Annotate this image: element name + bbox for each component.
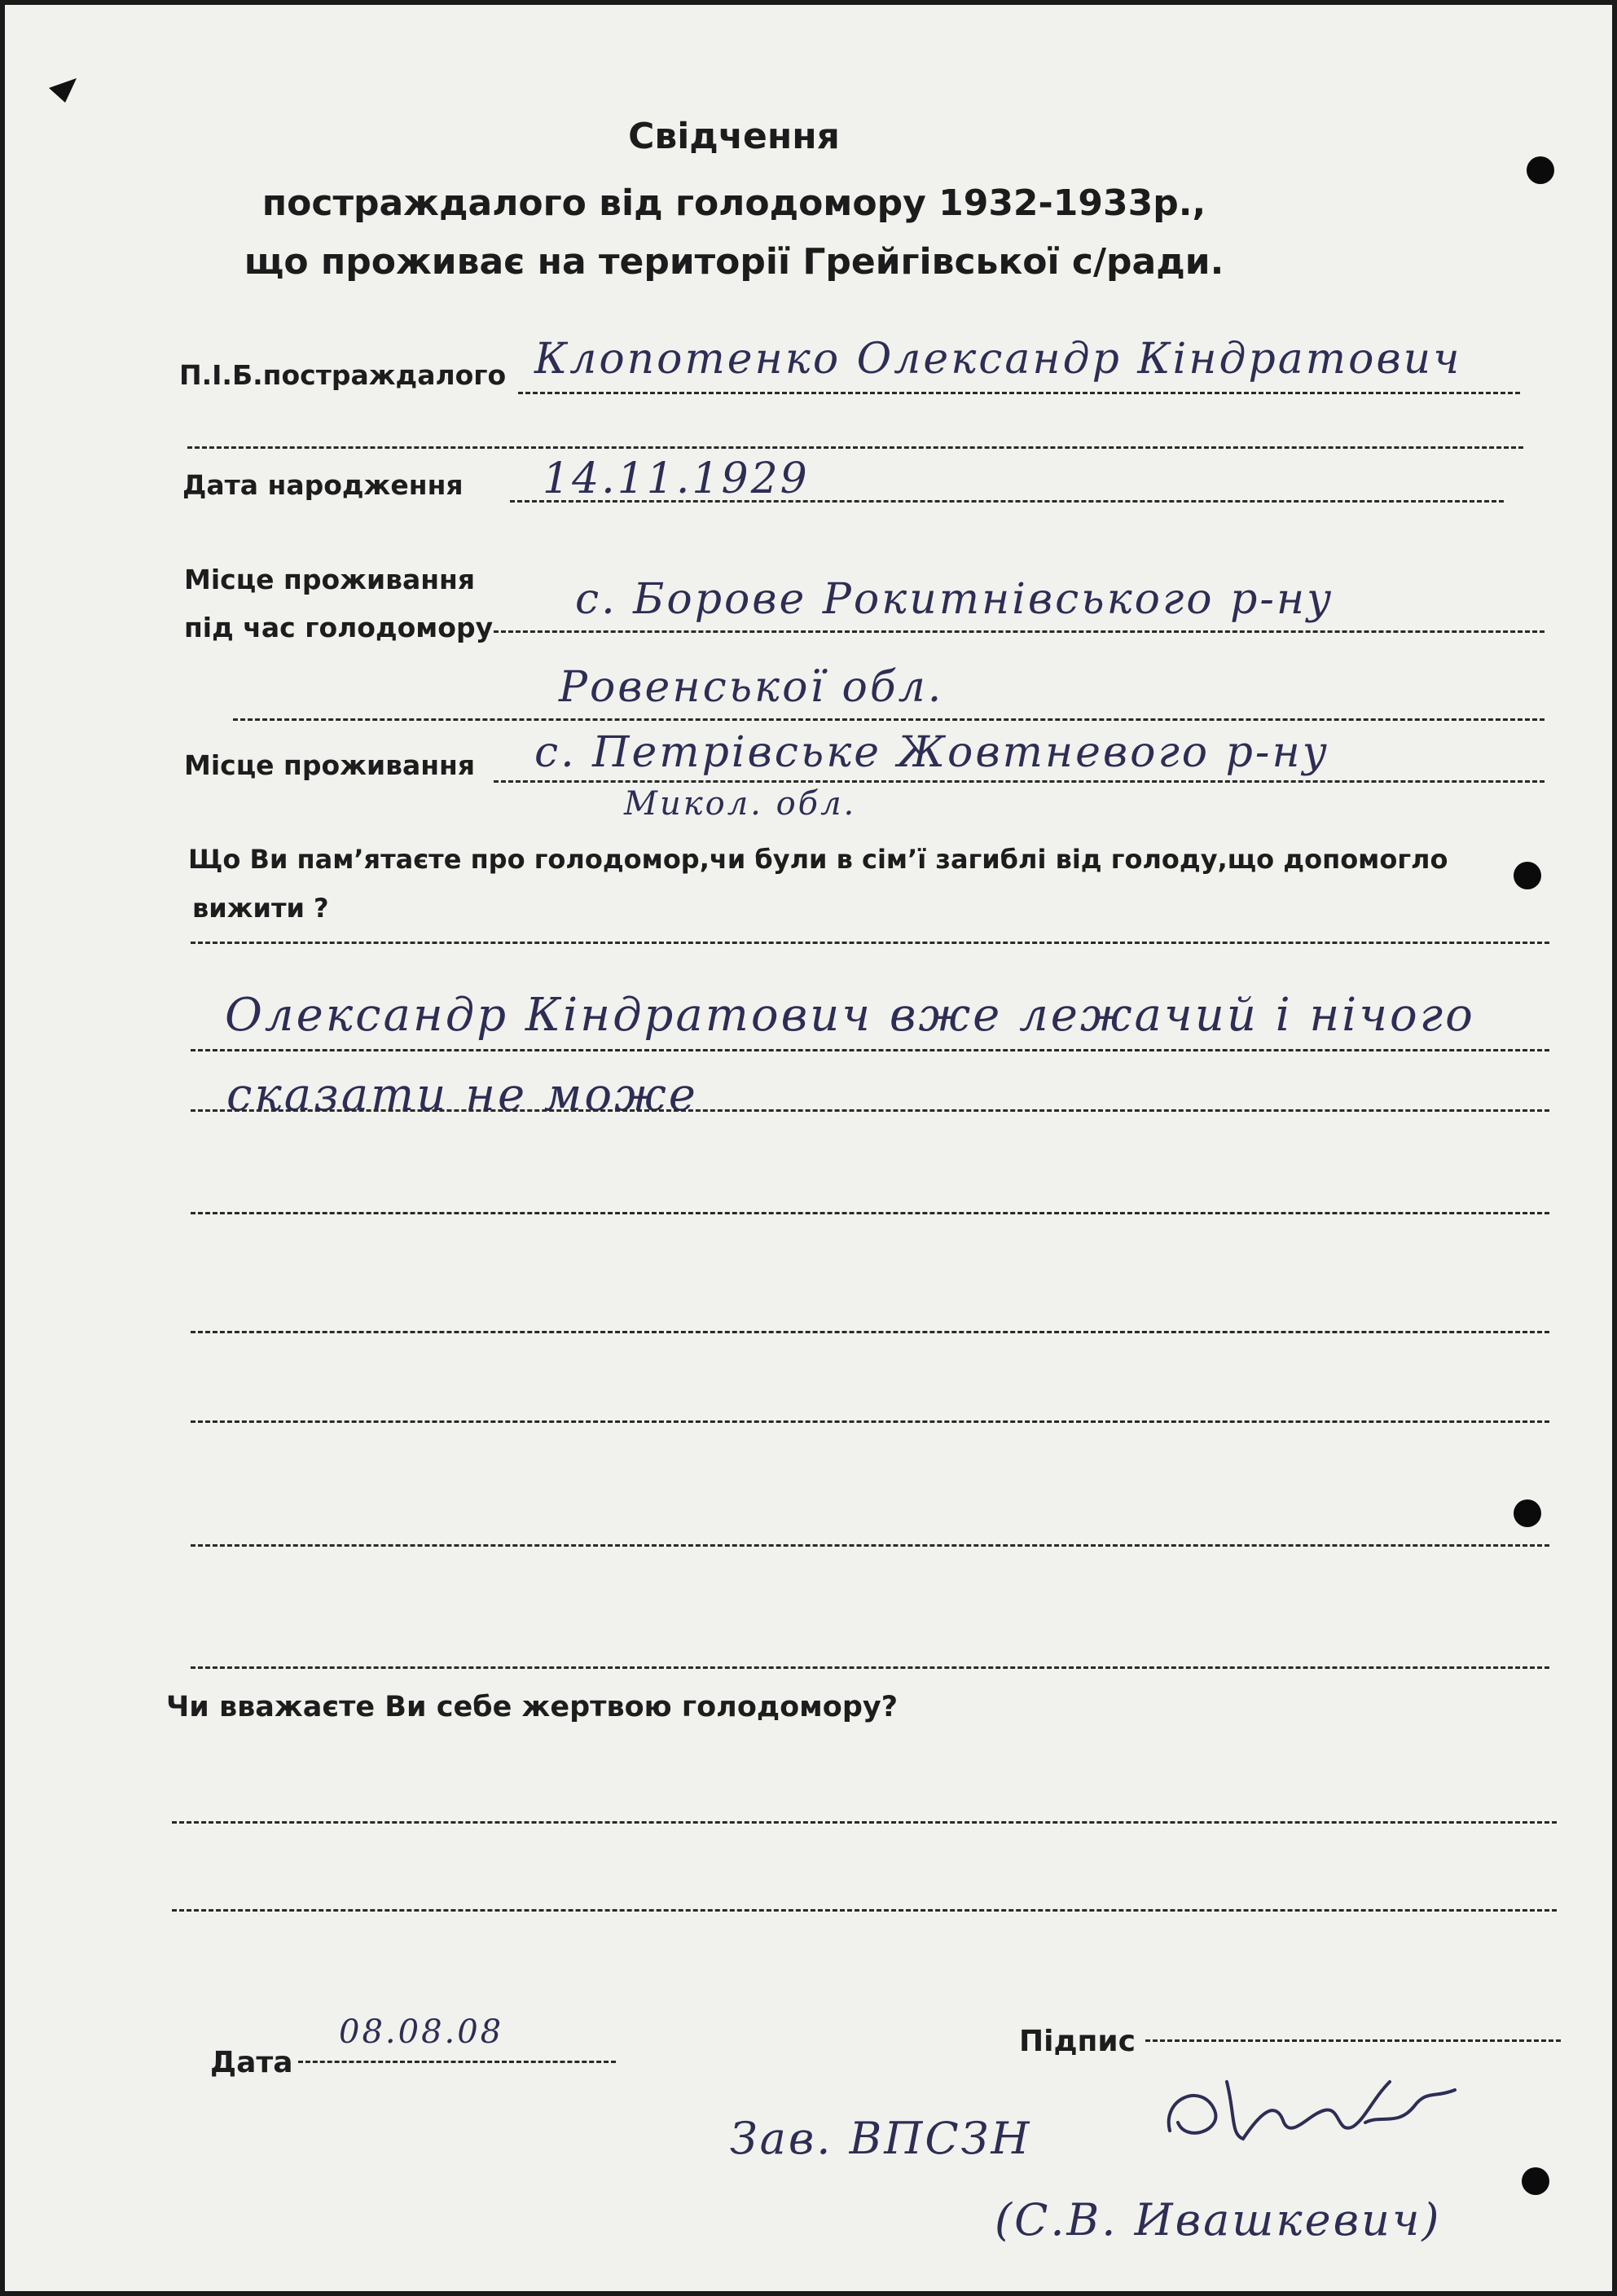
question-victim: Чи вважаєте Ви себе жертвою голодомору? xyxy=(166,1691,899,1723)
answer-line xyxy=(191,1420,1549,1423)
name-label: П.І.Б.постраждалого xyxy=(179,359,507,391)
birth-date-value: 14.11.1929 xyxy=(543,454,810,503)
answer-line xyxy=(172,1821,1557,1824)
handwritten-signature xyxy=(1153,2066,1463,2155)
residence-famine-value-2: Ровенської обл. xyxy=(559,663,944,712)
name-line xyxy=(518,392,1520,394)
signature-name: (С.В. Ивашкевич) xyxy=(995,2194,1442,2246)
signature-label: Підпис xyxy=(1019,2025,1136,2058)
answer-line xyxy=(191,1049,1549,1051)
punch-hole xyxy=(1527,156,1554,184)
date-value: 08.08.08 xyxy=(339,2013,504,2051)
answer-line xyxy=(172,1909,1557,1912)
document-subtitle-1: постраждалого від голодомору 1932-1933р., xyxy=(261,182,1206,224)
residence-label: Місце проживання xyxy=(184,749,476,781)
name-line-2 xyxy=(187,446,1523,449)
date-line xyxy=(298,2061,616,2063)
question-memory-line-1: Що Ви пам’ятаєте про голодомор,чи були в сім’ї загиблі від голоду,що допомогло xyxy=(188,844,1448,875)
answer-line xyxy=(191,1212,1549,1214)
answer-memory-line-2: сказати не може xyxy=(226,1069,698,1122)
signature-line xyxy=(1145,2039,1561,2042)
answer-line xyxy=(191,1666,1549,1669)
residence-famine-label-1: Місце проживання xyxy=(184,564,476,595)
residence-famine-label-2: під час голодомору xyxy=(184,612,494,643)
punch-hole xyxy=(1514,1499,1541,1527)
residence-value-2: Микол. обл. xyxy=(624,785,857,823)
residence-value-1: с. Петрівське Жовтневого р-ну xyxy=(534,728,1329,777)
name-value: Клопотенко Олександр Кіндратович xyxy=(534,335,1462,384)
answer-memory-line-1: Олександр Кіндратович вже лежачий і нічого xyxy=(225,989,1475,1042)
date-label: Дата xyxy=(210,2046,293,2079)
punch-hole xyxy=(1514,862,1541,889)
answer-line xyxy=(191,1544,1549,1547)
answer-line xyxy=(191,942,1549,944)
document-subtitle-2: що проживає на території Грейгівської с/ради. xyxy=(244,241,1224,283)
document-page xyxy=(5,5,1612,2291)
question-memory-line-2: вижити ? xyxy=(192,893,329,924)
punch-hole xyxy=(1522,2167,1549,2195)
birth-date-label: Дата народження xyxy=(182,469,464,501)
document-title: Свідчення xyxy=(628,116,840,157)
residence-famine-line-1 xyxy=(494,630,1544,633)
answer-line xyxy=(191,1331,1549,1333)
birth-date-line xyxy=(510,500,1504,503)
residence-famine-value-1: с. Борове Рокитнівського р-ну xyxy=(575,575,1334,624)
residence-famine-line-2 xyxy=(233,718,1544,721)
signature-note: Зав. ВПСЗН xyxy=(730,2113,1032,2164)
answer-line xyxy=(191,1109,1549,1112)
corner-mark-icon xyxy=(47,73,80,106)
residence-line xyxy=(494,780,1544,783)
